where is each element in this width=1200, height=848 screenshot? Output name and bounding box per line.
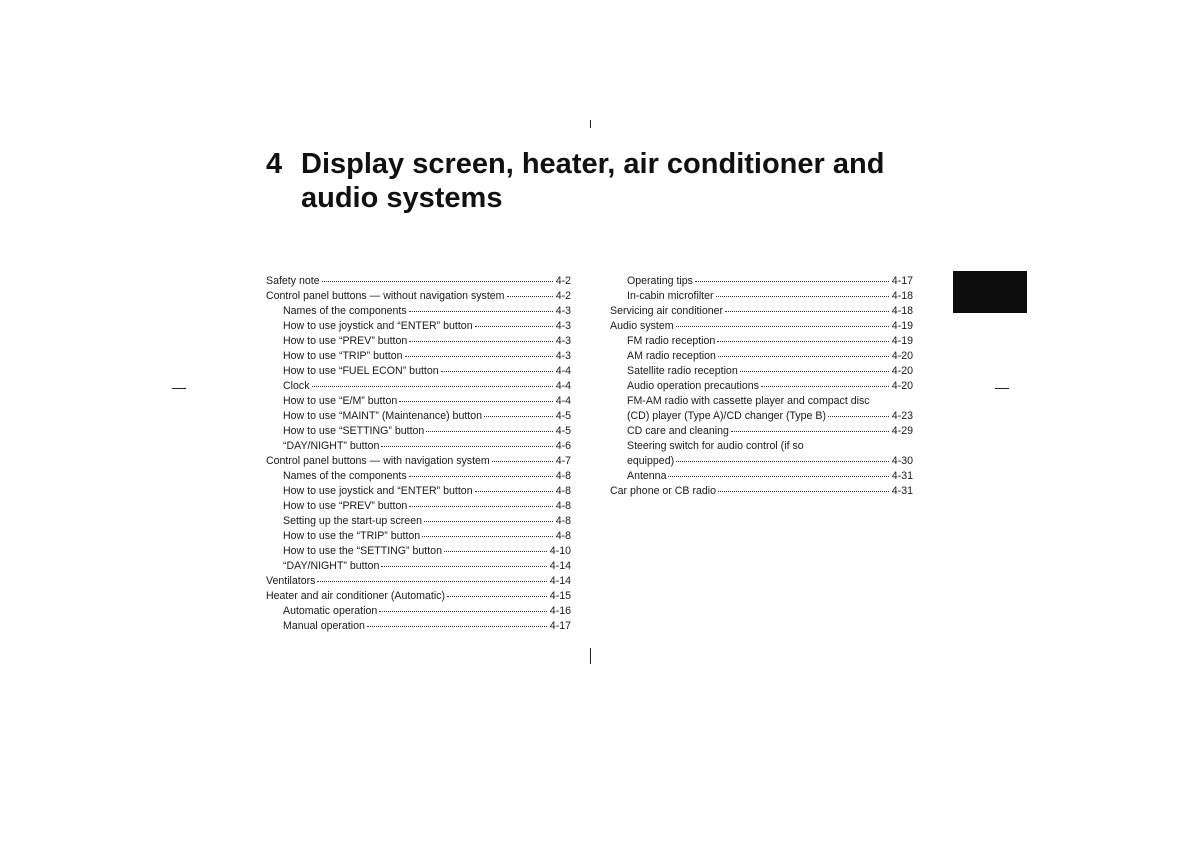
toc-entry[interactable] <box>266 304 571 319</box>
toc-entry-label: Satellite radio reception <box>627 365 738 377</box>
toc-entry[interactable] <box>610 364 913 379</box>
toc-entry-page: 4-3 <box>555 320 571 332</box>
toc-entry-page: 4-14 <box>549 575 571 587</box>
toc-entry-label: (CD) player (Type A)/CD changer (Type B) <box>627 410 826 422</box>
toc-entry[interactable] <box>266 544 571 559</box>
toc-entry[interactable] <box>266 574 571 589</box>
toc-entry-page: 4-29 <box>891 425 913 437</box>
toc-entry-label: FM radio reception <box>627 335 716 347</box>
toc-leader-dots <box>379 611 547 612</box>
chapter-title-line-2: audio systems <box>301 182 503 214</box>
toc-entry-label: How to use “SETTING” button <box>283 425 425 437</box>
toc-entry[interactable] <box>266 469 571 484</box>
toc-right-column <box>610 274 913 499</box>
toc-leader-dots <box>426 431 552 432</box>
toc-entry[interactable] <box>266 394 571 409</box>
toc-leader-dots <box>405 356 553 357</box>
toc-entry[interactable] <box>610 319 913 334</box>
toc-leader-dots <box>716 296 889 297</box>
toc-entry-label: Servicing air conditioner <box>610 305 724 317</box>
toc-leader-dots <box>731 431 889 432</box>
toc-entry-page: 4-16 <box>549 605 571 617</box>
toc-leader-dots <box>828 416 889 417</box>
toc-entry-page: 4-18 <box>891 305 913 317</box>
toc-entry-page: 4-20 <box>891 365 913 377</box>
toc-leader-dots <box>447 596 547 597</box>
toc-entry[interactable] <box>266 349 571 364</box>
toc-entry[interactable] <box>610 469 913 484</box>
toc-entry[interactable] <box>266 589 571 604</box>
toc-entry[interactable] <box>266 289 571 304</box>
toc-entry-label: How to use “E/M” button <box>283 395 398 407</box>
toc-entry-page: 4-19 <box>891 335 913 347</box>
toc-entry-page: 4-8 <box>555 485 571 497</box>
toc-entry-label: Operating tips <box>627 275 693 287</box>
chapter-tab-marker <box>953 271 1027 313</box>
toc-leader-dots <box>676 326 889 327</box>
toc-entry[interactable] <box>266 454 571 469</box>
crop-mark-bottom <box>590 648 591 664</box>
toc-entry[interactable] <box>266 484 571 499</box>
toc-entry-page: 4-23 <box>891 410 913 422</box>
toc-leader-dots <box>409 341 552 342</box>
toc-leader-dots <box>312 386 553 387</box>
toc-leader-dots <box>409 506 552 507</box>
toc-entry[interactable] <box>266 514 571 529</box>
toc-leader-dots <box>761 386 889 387</box>
toc-entry[interactable] <box>266 319 571 334</box>
toc-entry-label: How to use “FUEL ECON” button <box>283 365 439 377</box>
toc-entry-page: 4-4 <box>555 365 571 377</box>
toc-entry-label: Antenna <box>627 470 667 482</box>
toc-entry[interactable] <box>266 559 571 574</box>
toc-entry[interactable] <box>266 424 571 439</box>
toc-entry-page: 4-2 <box>555 290 571 302</box>
toc-leader-dots <box>668 476 888 477</box>
toc-leader-dots <box>676 461 889 462</box>
toc-entry-page: 4-14 <box>549 560 571 572</box>
toc-entry[interactable] <box>610 454 913 469</box>
toc-entry[interactable] <box>610 409 913 424</box>
toc-entry[interactable] <box>266 274 571 289</box>
toc-left-column <box>266 274 571 634</box>
toc-leader-dots <box>718 356 889 357</box>
toc-entry-page: 4-20 <box>891 380 913 392</box>
toc-leader-dots <box>725 311 889 312</box>
toc-entry-label: Safety note <box>266 275 320 287</box>
toc-leader-dots <box>409 311 553 312</box>
toc-leader-dots <box>492 461 553 462</box>
toc-entry-label: How to use joystick and “ENTER” button <box>283 320 473 332</box>
toc-entry-label: Names of the components <box>283 470 407 482</box>
toc-leader-dots <box>740 371 889 372</box>
crop-mark-top <box>590 120 591 128</box>
toc-entry[interactable] <box>610 349 913 364</box>
toc-leader-dots <box>381 566 546 567</box>
toc-entry-label: “DAY/NIGHT” button <box>283 440 380 452</box>
toc-entry-label: Automatic operation <box>283 605 378 617</box>
toc-entry[interactable] <box>266 619 571 634</box>
toc-entry[interactable] <box>266 364 571 379</box>
crop-mark-left <box>172 388 186 389</box>
toc-entry-label: Ventilators <box>266 575 316 587</box>
toc-leader-dots <box>441 371 553 372</box>
toc-leader-dots <box>424 521 553 522</box>
toc-leader-dots <box>507 296 553 297</box>
toc-entry-label: Control panel buttons — without navigation system <box>266 290 505 302</box>
toc-entry-page: 4-17 <box>549 620 571 632</box>
toc-entry-label: Heater and air conditioner (Automatic) <box>266 590 446 602</box>
toc-entry-label: Setting up the start-up screen <box>283 515 422 527</box>
toc-entry[interactable] <box>266 379 571 394</box>
toc-entry-page: 4-31 <box>891 470 913 482</box>
toc-entry-page: 4-7 <box>555 455 571 467</box>
toc-entry-page: 4-3 <box>555 305 571 317</box>
toc-entry-label: Names of the components <box>283 305 407 317</box>
toc-entry-page: 4-3 <box>555 335 571 347</box>
toc-entry-label: Audio operation precautions <box>627 380 759 392</box>
toc-leader-dots <box>475 326 553 327</box>
toc-entry-page: 4-6 <box>555 440 571 452</box>
chapter-number: 4 <box>266 148 283 180</box>
toc-entry[interactable] <box>266 409 571 424</box>
toc-entry[interactable] <box>266 334 571 349</box>
toc-entry-label: How to use “MAINT” (Maintenance) button <box>283 410 483 422</box>
toc-entry-label: How to use the “SETTING” button <box>283 545 442 557</box>
toc-entry-page: 4-4 <box>555 395 571 407</box>
toc-entry[interactable] <box>266 604 571 619</box>
toc-entry-page: 4-17 <box>891 275 913 287</box>
toc-entry[interactable] <box>610 379 913 394</box>
toc-entry[interactable] <box>610 424 913 439</box>
toc-entry-label: CD care and cleaning <box>627 425 729 437</box>
toc-entry-label: Control panel buttons — with navigation system <box>266 455 490 467</box>
toc-entry-page: 4-8 <box>555 500 571 512</box>
chapter-title-line-1: Display screen, heater, air conditioner and <box>301 148 885 180</box>
toc-entry-page: 4-10 <box>549 545 571 557</box>
toc-entry[interactable] <box>610 304 913 319</box>
toc-leader-dots <box>484 416 553 417</box>
toc-entry-label: equipped) <box>627 455 675 467</box>
toc-entry-page: 4-18 <box>891 290 913 302</box>
toc-leader-dots <box>381 446 552 447</box>
toc-entry-page: 4-3 <box>555 350 571 362</box>
toc-entry[interactable] <box>266 499 571 514</box>
toc-leader-dots <box>695 281 889 282</box>
toc-entry-continued-line[interactable]: FM-AM radio with cassette player and compact disc <box>627 395 870 407</box>
toc-entry-label: How to use joystick and “ENTER” button <box>283 485 473 497</box>
toc-entry-page: 4-19 <box>891 320 913 332</box>
toc-leader-dots <box>444 551 547 552</box>
toc-leader-dots <box>475 491 553 492</box>
toc-leader-dots <box>718 491 889 492</box>
toc-entry-page: 4-5 <box>555 410 571 422</box>
toc-leader-dots <box>399 401 552 402</box>
toc-entry-label: Car phone or CB radio <box>610 485 716 497</box>
toc-entry-label: “DAY/NIGHT” button <box>283 560 380 572</box>
toc-entry-page: 4-31 <box>891 485 913 497</box>
toc-entry-page: 4-30 <box>891 455 913 467</box>
toc-entry-page: 4-8 <box>555 470 571 482</box>
toc-entry-page: 4-2 <box>555 275 571 287</box>
toc-entry[interactable] <box>610 484 913 499</box>
toc-entry-label: How to use “PREV” button <box>283 335 408 347</box>
toc-entry-page: 4-8 <box>555 530 571 542</box>
toc-entry[interactable] <box>610 274 913 289</box>
toc-entry-label: AM radio reception <box>627 350 716 362</box>
toc-entry-label: In-cabin microfilter <box>627 290 714 302</box>
toc-entry-label: Audio system <box>610 320 674 332</box>
toc-entry-page: 4-8 <box>555 515 571 527</box>
toc-leader-dots <box>322 281 553 282</box>
toc-entry[interactable] <box>610 289 913 304</box>
toc-entry-continued-line[interactable]: Steering switch for audio control (if so <box>627 440 804 452</box>
toc-entry-label: Clock <box>283 380 310 392</box>
toc-entry-label: How to use the “TRIP” button <box>283 530 421 542</box>
toc-leader-dots <box>317 581 546 582</box>
toc-leader-dots <box>422 536 552 537</box>
toc-entry[interactable] <box>266 439 571 454</box>
chapter-title <box>266 147 956 215</box>
toc-entry-page: 4-4 <box>555 380 571 392</box>
toc-entry-page: 4-20 <box>891 350 913 362</box>
toc-leader-dots <box>409 476 553 477</box>
crop-mark-right <box>995 388 1009 389</box>
toc-entry-label: Manual operation <box>283 620 365 632</box>
toc-entry[interactable] <box>266 529 571 544</box>
toc-entry-label: How to use “PREV” button <box>283 500 408 512</box>
toc-entry-label: How to use “TRIP” button <box>283 350 403 362</box>
toc-leader-dots <box>717 341 888 342</box>
toc-entry-page: 4-5 <box>555 425 571 437</box>
toc-entry[interactable] <box>610 334 913 349</box>
toc-entry-page: 4-15 <box>549 590 571 602</box>
toc-leader-dots <box>367 626 547 627</box>
